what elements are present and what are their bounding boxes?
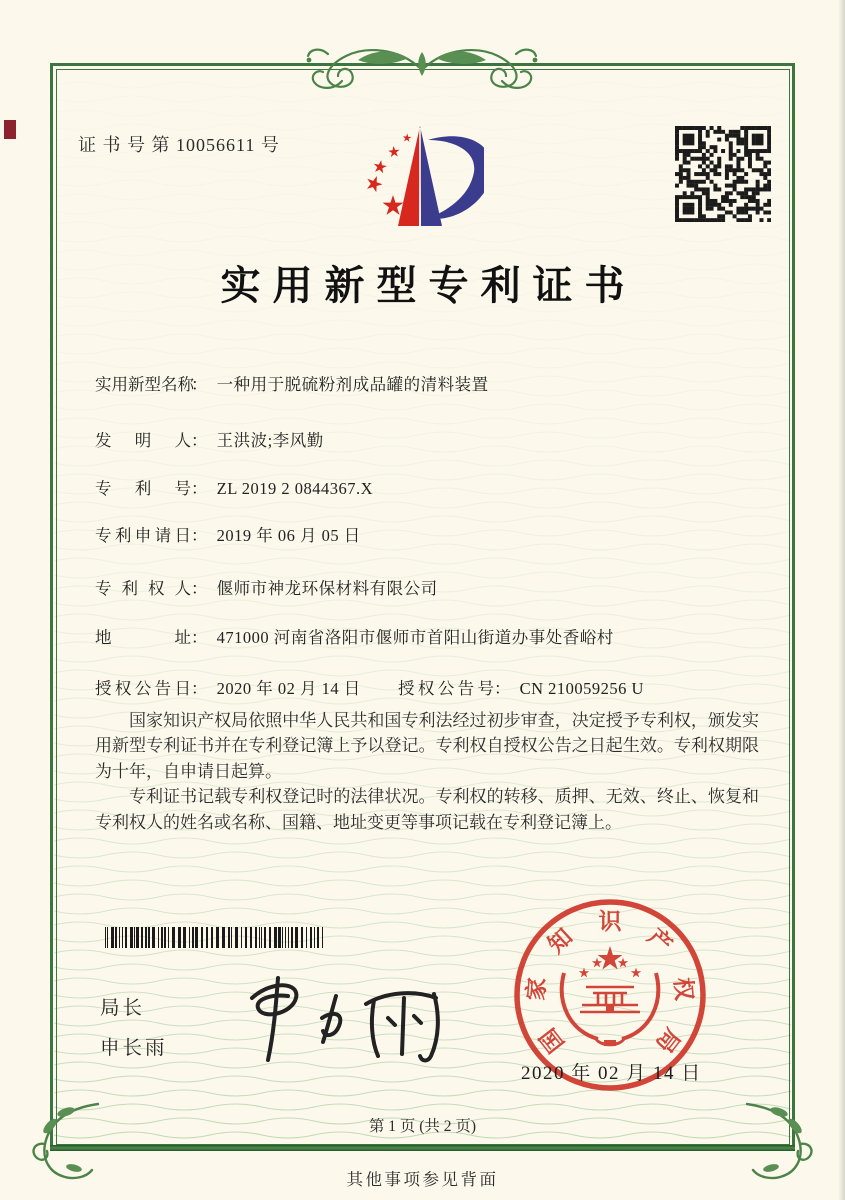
field-value: 2019 年 06 月 05 日 (216, 526, 361, 545)
field-row-name (95, 371, 489, 395)
legal-paragraph: 国家知识产权局依照中华人民共和国专利法经过初步审查，决定授予专利权，颁发实用新型专利证书并在专利登记簿上予以登记。专利权自授权公告之日起生效。专利权期限为十年，自申请日起算。 (95, 711, 759, 781)
barcode (105, 927, 323, 948)
scan-edge-shadow (838, 0, 845, 1200)
top-border-ornament-icon (300, 40, 544, 96)
legal-paragraph: 专利证书记载专利权登记时的法律状况。专利权的转移、质押、无效、终止、恢复和专利权人的姓名或名称、国籍、地址变更等事项记载在专利登记簿上。 (95, 787, 759, 832)
field-label: 发明人 (95, 431, 191, 450)
field-row-address (95, 624, 614, 648)
field-value: 王洪波;李风勤 (216, 431, 324, 450)
page-number: 第 1 页 (共 2 页) (368, 1118, 477, 1135)
svg-text:产: 产 (642, 923, 677, 958)
colon: ： (191, 479, 208, 498)
colon: ： (494, 679, 511, 698)
field-value: ZL 2019 2 0844367.X (216, 479, 374, 498)
svg-text:家: 家 (523, 976, 551, 1002)
signer-name: 申长雨 (100, 1038, 168, 1059)
svg-text:识: 识 (598, 909, 622, 934)
colon: ： (191, 431, 208, 450)
certificate-title: 实用新型专利证书 (220, 263, 637, 308)
seal-text (522, 909, 697, 1057)
field-row-grant-date (95, 675, 361, 699)
field-label: 地址 (95, 628, 191, 647)
field-label: 授权公告号 (398, 679, 494, 698)
director-signature-icon (238, 970, 450, 1066)
field-row-patentee (95, 575, 438, 599)
certificate-number: 证 书 号 第 10056611 号 (78, 135, 280, 155)
field-label: 授权公告日 (95, 679, 191, 698)
colon: ： (191, 579, 208, 598)
field-row-filing-date (95, 522, 361, 546)
field-row-grant-number (398, 675, 644, 699)
field-value: 一种用于脱硫粉剂成品罐的清料装置 (216, 375, 489, 394)
scan-edge-mark (4, 120, 16, 139)
field-label: 专利申请日 (95, 526, 191, 545)
colon: ： (191, 526, 208, 545)
field-value: 471000 河南省洛阳市偃师市首阳山街道办事处香峪村 (216, 628, 614, 647)
field-row-inventor (95, 427, 324, 451)
cnipa-logo-icon (350, 122, 484, 232)
seal-date: 2020 年 02 月 14 日 (521, 1063, 702, 1084)
svg-text:局: 局 (650, 1023, 685, 1058)
bottom-border-band (50, 1145, 795, 1151)
colon: ： (191, 679, 208, 698)
qr-code (675, 126, 771, 222)
field-value: CN 210059256 U (519, 679, 644, 698)
back-side-note: 其他事项参见背面 (346, 1170, 499, 1189)
svg-text:权: 权 (669, 976, 697, 1002)
field-label: 专利号 (95, 479, 191, 498)
field-label: 专利权人 (95, 579, 191, 598)
field-value: 2020 年 02 月 14 日 (216, 679, 361, 698)
svg-text:知: 知 (543, 923, 578, 958)
field-value: 偃师市神龙环保材料有限公司 (216, 579, 438, 598)
colon: ： (191, 628, 208, 647)
national-emblem-icon (562, 946, 658, 1046)
colon: ： (191, 375, 208, 394)
svg-text:国: 国 (535, 1023, 570, 1058)
field-label: 实用新型名称 (95, 375, 194, 394)
logo-cone-right (420, 126, 442, 226)
field-row-patent-no (95, 475, 373, 499)
legal-text (95, 708, 759, 835)
signer-title: 局长 (100, 998, 146, 1019)
